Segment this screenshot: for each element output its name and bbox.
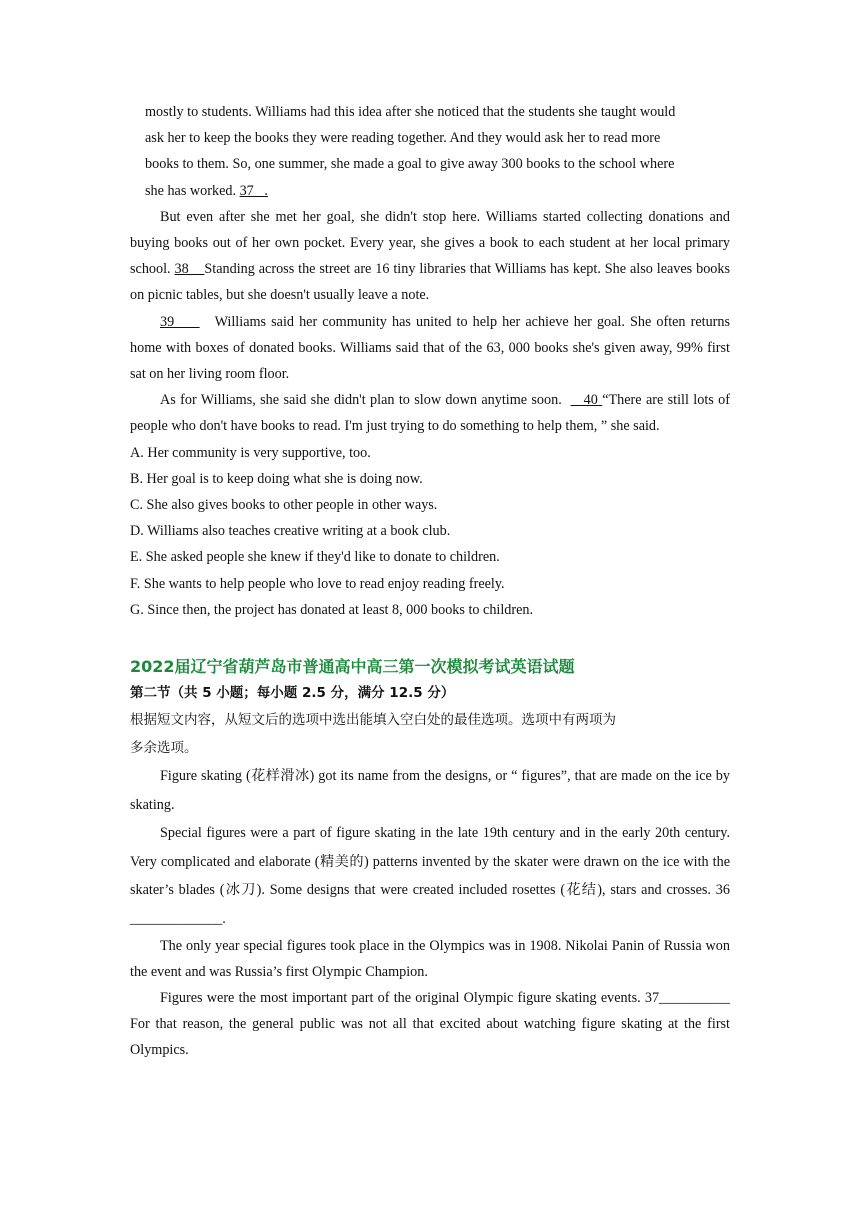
option-d: D. Williams also teaches creative writing at a book club. — [130, 523, 451, 540]
text-span: But even after she met her goal, she didn't stop here. Williams started collecting donations and buying books out of her own pocket. Every year, she gives a book to each student at her local primary school. — [130, 208, 730, 278]
passage2-paragraph-2: Special figures were a part of figure skating in the late 19th century and in the early 20th century. Very complicated and elaborate (精美的) patterns invented by the skater were drawn on the ice with the skater’s blades (冰刀). Some designs that were created included rosettes (花结), stars and crosses. 36 _____________. — [130, 825, 730, 927]
option-c: C. She also gives books to other people in other ways. — [130, 497, 438, 514]
text-span: Williams said her community has united to help her achieve her goal. She often returns home with boxes of donated books. Williams said that of the 63, 000 books she's given away, 99% first sat on her living room floor. — [130, 313, 734, 383]
blank-39: 39 — [160, 313, 200, 330]
option-b: B. Her goal is to keep doing what she is doing now. — [130, 470, 423, 487]
passage1-paragraph-3 — [130, 387, 730, 439]
option-f: F. She wants to help people who love to read enjoy reading freely. — [130, 575, 505, 592]
option-g: G. Since then, the project has donated at least 8, 000 books to children. — [130, 601, 534, 618]
text-span: she has worked. — [145, 182, 240, 199]
text-line: mostly to students. Williams had this idea after she noticed that the students she taught would — [145, 104, 676, 120]
passage2-paragraph-4: Figures were the most important part of the original Olympic figure skating events. 37__________ For that reason, the general public was not all that excited about watching figure skating at the first Olympics. — [130, 990, 745, 1059]
option-a: A. Her community is very supportive, too. — [130, 444, 371, 461]
passage1-paragraph-1 — [130, 204, 730, 309]
instruction-line-2: 多余选项。 — [130, 740, 198, 757]
option-e: E. She asked people she knew if they'd like to donate to children. — [130, 549, 500, 566]
section-heading: 第二节（共 5 小题；每小题 2.5 分，满分 12.5 分） — [130, 685, 455, 702]
passage1-paragraph-0 — [130, 99, 730, 204]
text-span: Standing across the street are 16 tiny libraries that Williams has kept. She also leaves books on picnic tables, but she doesn't usually leave a note. — [130, 261, 731, 304]
text-line: books to them. So, one summer, she made a goal to give away 300 books to the school where — [145, 156, 675, 173]
passage2-paragraph-3: The only year special figures took place in the Olympics was in 1908. Nikolai Panin of Russia won the event and was Russia’s first Olympic Champion. — [130, 938, 730, 981]
document-page — [130, 99, 745, 1063]
text-span: As for Williams, she said she didn't plan to slow down anytime soon. — [160, 392, 571, 409]
text-span: “There are still lots of people who don't have books to read. I'm just trying to do something to help them, ” she said. — [130, 392, 730, 435]
text-line — [145, 178, 730, 204]
exam-title: 2022届辽宁省葫芦岛市普通高中高三第一次模拟考试英语试题 — [130, 657, 575, 677]
blank-38: 38 — [174, 261, 205, 278]
blank-37: 37 . — [239, 182, 268, 199]
passage2-paragraph-1: Figure skating (花样滑冰) got its name from the designs, or “ figures”, that are made on the ice by skating. — [130, 768, 730, 813]
passage1-paragraph-2 — [130, 309, 734, 388]
options-list — [130, 440, 730, 623]
instruction-line-1: 根据短文内容，从短文后的选项中选出能填入空白处的最佳选项。选项中有两项为 — [130, 712, 616, 729]
text-line: ask her to keep the books they were reading together. And they would ask her to read more — [145, 130, 661, 147]
passage2 — [130, 762, 745, 1063]
blank-40: 40 — [570, 392, 603, 409]
